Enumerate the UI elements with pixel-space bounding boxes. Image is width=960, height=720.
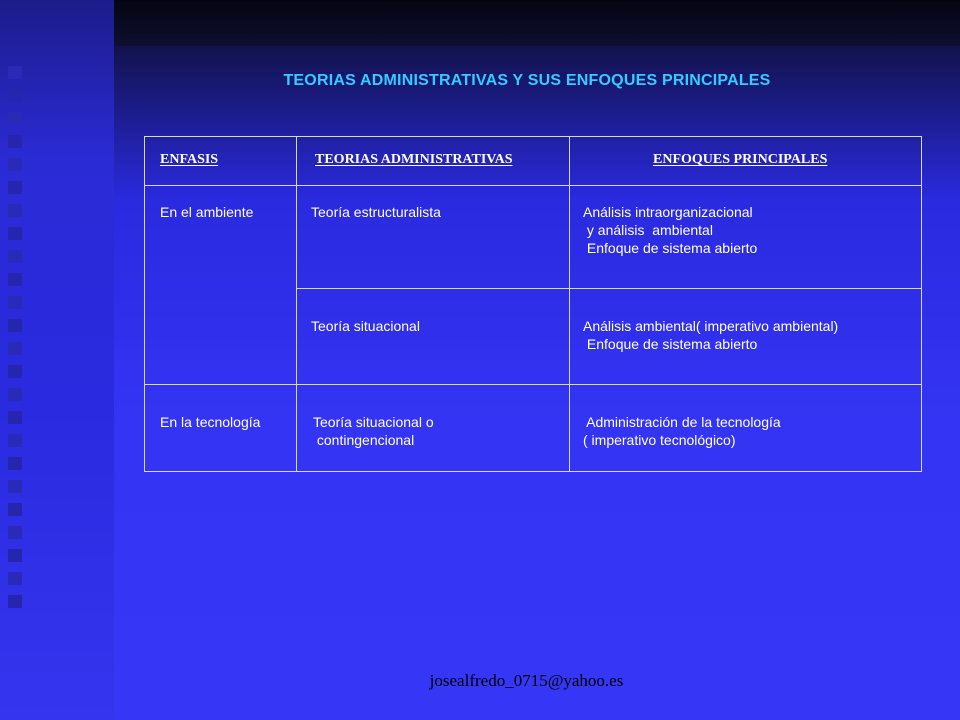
footer-email: josealfredo_0715@yahoo.es	[429, 671, 624, 690]
header-enfoques: ENFOQUES PRINCIPALES	[653, 152, 828, 167]
slide-title: TEORIAS ADMINISTRATIVAS Y SUS ENFOQUES PRINCIPALES	[283, 72, 771, 89]
row3-teoria: Teoría situacional o contingencional	[313, 414, 434, 448]
row3-enfoque: Administración de la tecnología ( imperativo tecnológico)	[583, 414, 781, 448]
theories-table	[144, 136, 922, 472]
row1-enfasis: En el ambiente	[160, 204, 254, 220]
column-divider-2	[569, 137, 570, 471]
row-divider-1	[296, 288, 921, 289]
row3-enfasis: En la tecnología	[160, 414, 261, 430]
row1-teoria: Teoría estructuralista	[311, 204, 441, 220]
top-dark-band	[114, 0, 960, 46]
column-divider-1	[296, 137, 297, 471]
row2-enfoque: Análisis ambiental( imperativo ambiental) Enfoque de sistema abierto	[583, 318, 839, 352]
row-divider-2	[145, 384, 921, 385]
decorative-squares	[8, 66, 24, 618]
row1-enfoque: Análisis intraorganizacional y análisis ambiental Enfoque de sistema abierto	[583, 204, 758, 256]
header-enfasis: ENFASIS	[160, 152, 219, 167]
header-teorias: TEORIAS ADMINISTRATIVAS	[315, 152, 513, 167]
left-decorative-bar	[0, 0, 114, 720]
row2-teoria: Teoría situacional	[311, 318, 420, 334]
header-divider	[145, 185, 921, 186]
